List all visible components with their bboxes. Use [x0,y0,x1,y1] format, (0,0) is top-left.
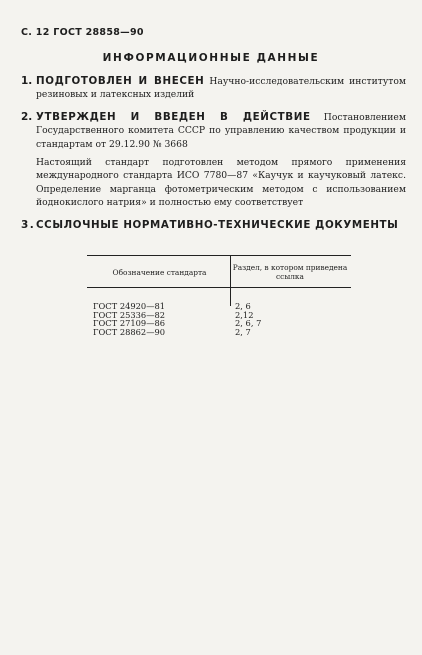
standard-cell: ГОСТ 25336—82 [93,309,166,320]
page-header: С. 12 ГОСТ 28858—90 [21,27,144,38]
table-header [87,255,351,288]
section-cell: 2, 6 [235,301,251,311]
item-text: Научно-исследовательским институтом резиновых и латексных изделий [36,76,406,101]
item-number: 2. [21,111,33,123]
references-table [87,255,351,336]
section-cell: 2, 7 [235,326,251,337]
table-row [87,328,351,337]
section-cell: 2, 6, 7 [235,318,262,328]
item-number: 1. [21,75,33,87]
info-item-2 [21,111,406,151]
table-body [87,302,351,336]
item-number: 3. [21,219,36,231]
item-heading: ССЫЛОЧНЫЕ НОРМАТИВНО-ТЕХНИЧЕСКИЕ ДОКУМЕНТЫ [36,219,399,231]
info-item-3 [21,219,406,232]
item-heading: ПОДГОТОВЛЕН И ВНЕСЕН [36,75,205,87]
standard-cell: ГОСТ 27109—86 [93,318,166,328]
paragraph: Настоящий стандарт подготовлен методом прямого применения международного стандарта ИСО 7780—87 «Каучук и каучуковый латекс. Определение марганца фотометрическим методом с использованием йоднокислого натрия» и полностью ему соответствует [36,157,406,208]
item-text: Постановлением Государственного комитета СССР по управлению качеством продукции и стандартам от 29.12.90 № 3668 [36,112,406,150]
standard-cell: ГОСТ 28862—90 [93,326,166,337]
info-item-1 [21,75,406,102]
item-heading: УТВЕРЖДЕН И ВВЕДЕН В ДЕЙСТВИЕ [36,111,311,123]
column-header-section: Раздел, в котором приведена ссылка [232,263,348,281]
standard-cell: ГОСТ 24920—81 [93,301,166,311]
section-title: ИНФОРМАЦИОННЫЕ ДАННЫЕ [102,52,320,64]
section-cell: 2,12 [235,309,254,320]
column-header-standard: Обозначение стандарта [112,268,207,277]
